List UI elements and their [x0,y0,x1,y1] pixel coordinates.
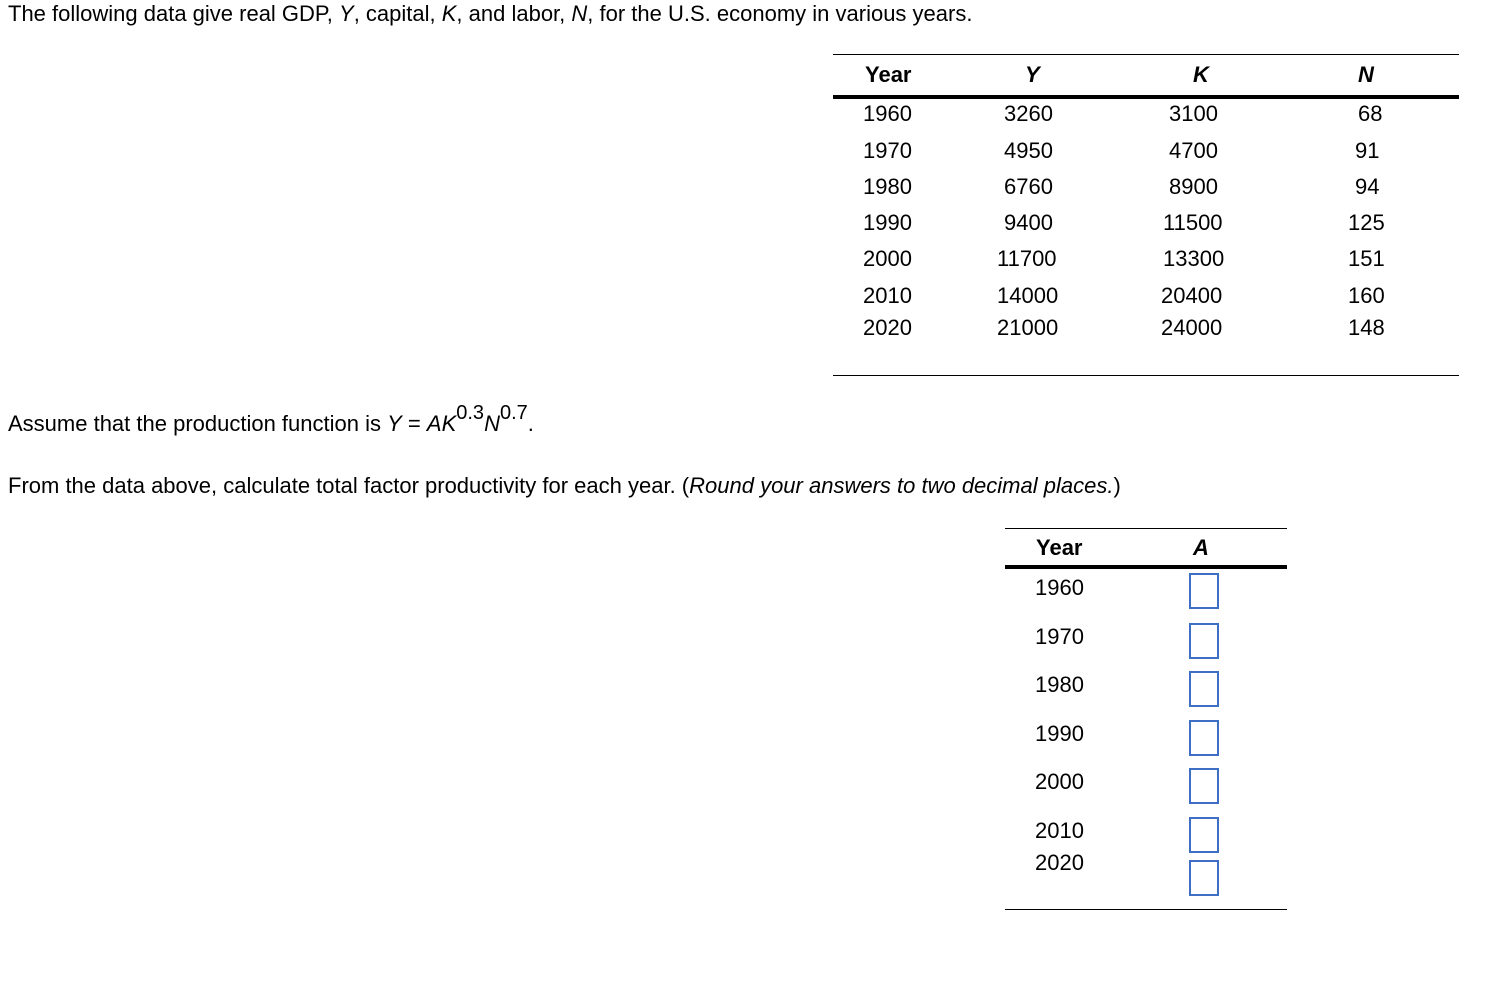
cell-year: 2010 [863,283,912,308]
answer-table [1005,528,1287,910]
cell-k: 20400 [1161,283,1223,308]
answer-year: 1980 [1035,672,1084,697]
cell-n: 125 [1348,210,1385,235]
cell-k: 3100 [1169,101,1218,126]
cell-n: 94 [1355,174,1380,199]
cell-y: 21000 [997,315,1059,340]
k-exponent: 0.3 [456,402,485,424]
answer-year: 2000 [1035,769,1084,794]
cell-year: 2020 [863,315,912,340]
cell-y: 11700 [997,246,1057,271]
cell-year: 2000 [863,246,912,271]
cell-k: 11500 [1163,210,1223,235]
header-a: A [1193,535,1209,560]
answer-input-2020[interactable] [1189,860,1219,896]
production-function-text: Assume that the production function is Y = AK0.3N0.7. [8,402,534,436]
cell-n: 160 [1348,283,1385,308]
header-y: Y [1025,62,1040,87]
cell-year: 1960 [863,101,912,126]
answer-year: 1990 [1035,721,1084,746]
cell-k: 8900 [1169,174,1218,199]
cell-year: 1970 [863,138,912,163]
answer-input-2010[interactable] [1189,817,1219,853]
cell-y: 9400 [1004,210,1053,235]
answer-year: 2020 [1035,850,1084,875]
cell-k: 24000 [1161,315,1223,340]
data-table-header [833,55,1459,99]
n-exponent: 0.7 [499,402,528,424]
header-n: N [1358,62,1374,87]
intro-text: The following data give real GDP, Y, capital, K, and labor, N, for the U.S. economy in various years. [8,1,973,26]
answer-input-1970[interactable] [1189,623,1219,659]
cell-year: 1990 [863,210,912,235]
header-year: Year [1036,535,1083,560]
cell-k: 4700 [1169,138,1218,163]
answer-input-1960[interactable] [1189,573,1219,609]
cell-n: 148 [1348,315,1385,340]
cell-k: 13300 [1163,246,1225,271]
cell-n: 91 [1355,138,1380,163]
cell-year: 1980 [863,174,912,199]
cell-y: 4950 [1004,138,1053,163]
answer-year: 1970 [1035,624,1084,649]
header-k: K [1193,62,1209,87]
answer-table-header [1005,529,1287,569]
question-text: From the data above, calculate total factor productivity for each year. (Round your answers to two decimal places.) [8,473,1121,498]
answer-input-1990[interactable] [1189,720,1219,756]
cell-n: 68 [1358,101,1383,126]
answer-year: 1960 [1035,575,1084,600]
answer-year: 2010 [1035,818,1084,843]
answer-input-2000[interactable] [1189,768,1219,804]
answer-input-1980[interactable] [1189,671,1219,707]
cell-y: 6760 [1004,174,1053,199]
data-table [833,54,1459,376]
cell-y: 3260 [1004,101,1053,126]
cell-y: 14000 [997,283,1059,308]
cell-n: 151 [1348,246,1385,271]
header-year: Year [865,62,912,87]
